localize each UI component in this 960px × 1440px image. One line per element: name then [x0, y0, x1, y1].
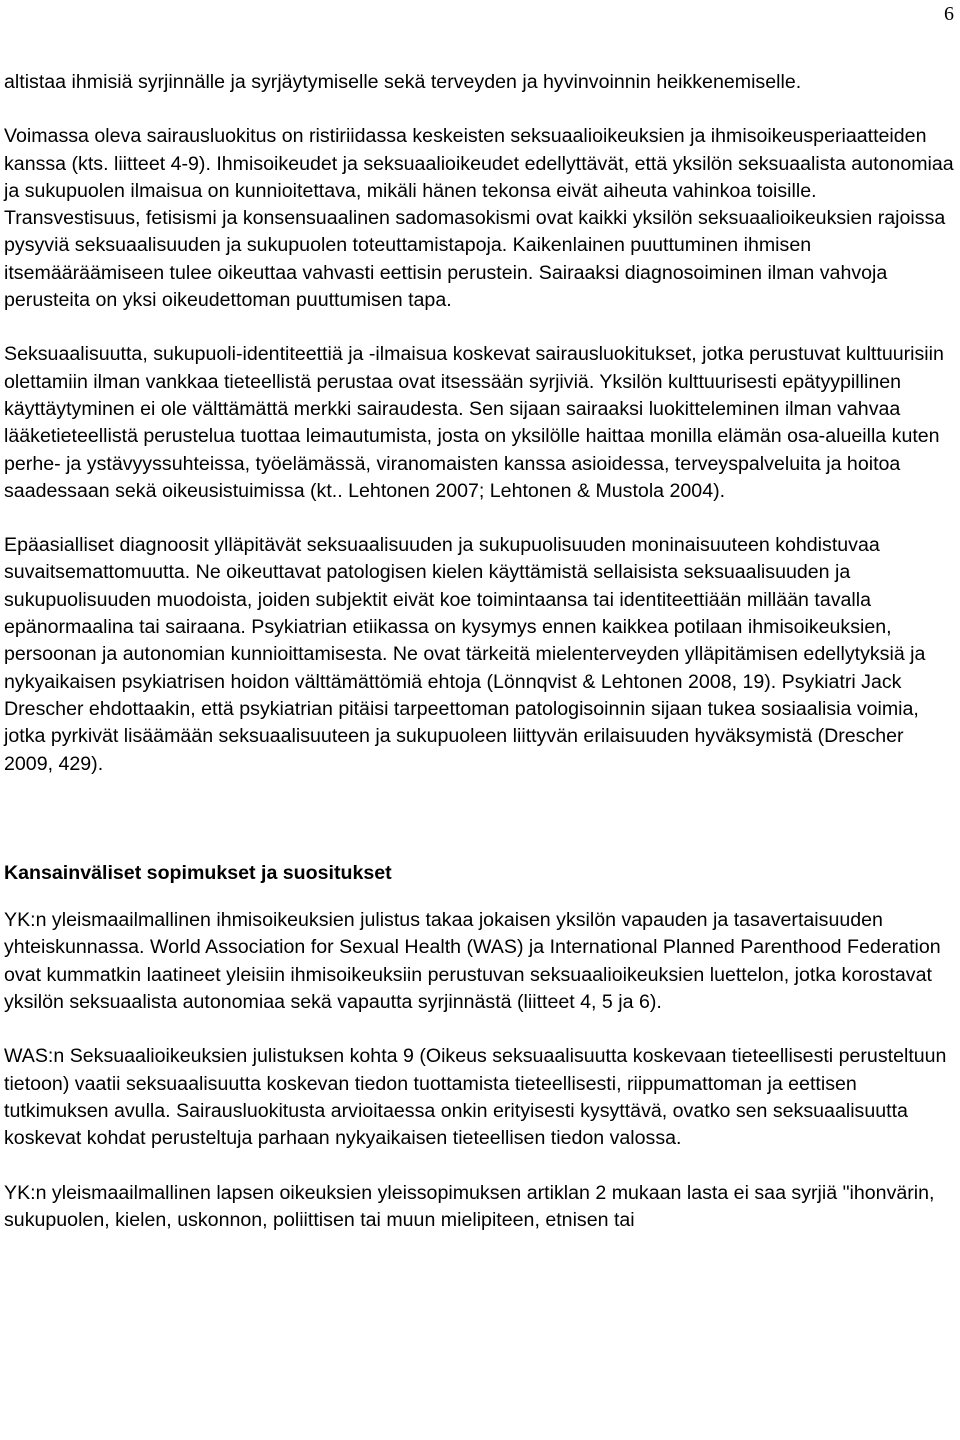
paragraph: WAS:n Seksuaalioikeuksien julistuksen kohta 9 (Oikeus seksuaalisuutta koskevaan tieteellisesti perusteltuun tietoon) vaatii seksuaalisuutta koskevan tiedon tuottamista tieteellisesti, riippumattoman ja eettisen tutkimuksen avulla. Sairausluokitusta arvioitaessa onkin erityisesti kysyttävä, ovatko sen seksuaalisuutta koskevat kohdat perusteltuja parhaan nykyaikaisen tieteellisen tiedon valossa. — [4, 1045, 947, 1150]
paragraph: Voimassa oleva sairausluokitus on ristiriidassa keskeisten seksuaalioikeuksien ja ihmisoikeusperiaatteiden kanssa (kts. liitteet 4-9). Ihmisoikeudet ja seksuaalioikeudet edellyttävät, että yksilön seksuaalista autonomiaa ja sukupuolen ilmaisua on kunnioitettava, mikäli hänen tekonsa eivät aiheuta vahinkoa toisille. Transvestisuus, fetisismi ja konsensuaalinen sadomasokismi ovat kaikki yksilön seksuaalioikeuksien rajoissa pysyviä seksuaalisuuden ja sukupuolen toteuttamistapoja. Kaikenlainen puuttuminen ihmisen itsemääräämiseen tulee oikeuttaa vahvasti eettisin perustein. Sairaaksi diagnosoiminen ilman vahvoja perusteita on yksi oikeudettoman puuttumisen tapa. — [4, 125, 954, 312]
paragraph: Epäasialliset diagnoosit ylläpitävät seksuaalisuuden ja sukupuolisuuden moninaisuuteen kohdistuvaa suvaitsemattomuutta. Ne oikeuttavat patologisen kielen käyttämistä sellaisista seksuaalisuuden ja sukupuolisuuden muodoista, joiden subjektit eivät koe toimintaansa tai identiteettiään millään tavalla epänormaalina tai sairaana. Psykiatrian etiikassa on kysymys ennen kaikkea potilaan ihmisoikeuksien, persoonan ja autonomian kunnioittamisesta. Ne ovat tärkeitä mielenterveyden ylläpitämisen edellytyksiä ja nykyaikaisen psykiatrisen hoidon välttämättömiä ehtoja (Lönnqvist & Lehtonen 2008, 19). Psykiatri Jack Drescher ehdottaakin, että psykiatrian pitäisi tarpeettoman patologisoinnin sijaan tukea sosiaalisia voimia, jotka pyrkivät lisäämään seksuaalisuuteen ja sukupuoleen liittyvän erilaisuuden hyväksymistä (Drescher 2009, 429). — [4, 534, 926, 775]
paragraph: Seksuaalisuutta, sukupuoli-identiteettiä ja -ilmaisua koskevat sairausluokitukset, jotka perustuvat kulttuurisiin olettamiin ilman vankkaa tieteellistä perustaa ovat itsessään syrjiviä. Yksilön kulttuurisesti epätyypillinen käyttäytyminen ei ole välttämättä merkki sairaudesta. Sen sijaan sairaaksi luokitteleminen ilman vahvaa lääketieteellistä perustelua tuottaa leimautumista, josta on yksilölle haittaa monilla elämän osa-alueilla kuten perhe- ja ystävyyssuhteissa, työelämässä, viranomaisten kanssa asioidessa, terveyspalveluita ja hoitoa saadessaan sekä oikeusistuimissa (kt.. Lehtonen 2007; Lehtonen & Mustola 2004). — [4, 343, 944, 502]
paragraph: YK:n yleismaailmallinen ihmisoikeuksien julistus takaa jokaisen yksilön vapauden ja tasavertaisuuden yhteiskunnassa. World Association for Sexual Health (WAS) ja International Planned Parenthood Federation ovat kummatkin laatineet yleisiin ihmisoikeuksiin perustuvan seksuaalioikeuksien luettelon, jotka korostavat yksilön seksuaalista autonomiaa sekä vapautta syrjinnästä (liitteet 4, 5 ja 6). — [4, 909, 941, 1014]
section-heading: Kansainväliset sopimukset ja suositukset — [4, 861, 392, 884]
paragraph: YK:n yleismaailmallinen lapsen oikeuksien yleissopimuksen artiklan 2 mukaan lasta ei saa syrjiä "ihonvärin, sukupuolen, kielen, uskonnon, poliittisen tai muun mielipiteen, etnisen tai — [4, 1181, 935, 1231]
paragraph: altistaa ihmisiä syrjinnälle ja syrjäytymiselle sekä terveyden ja hyvinvoinnin heikkenemiselle. — [4, 71, 802, 93]
page-number: 6 — [944, 3, 954, 25]
document-body — [4, 69, 956, 1261]
